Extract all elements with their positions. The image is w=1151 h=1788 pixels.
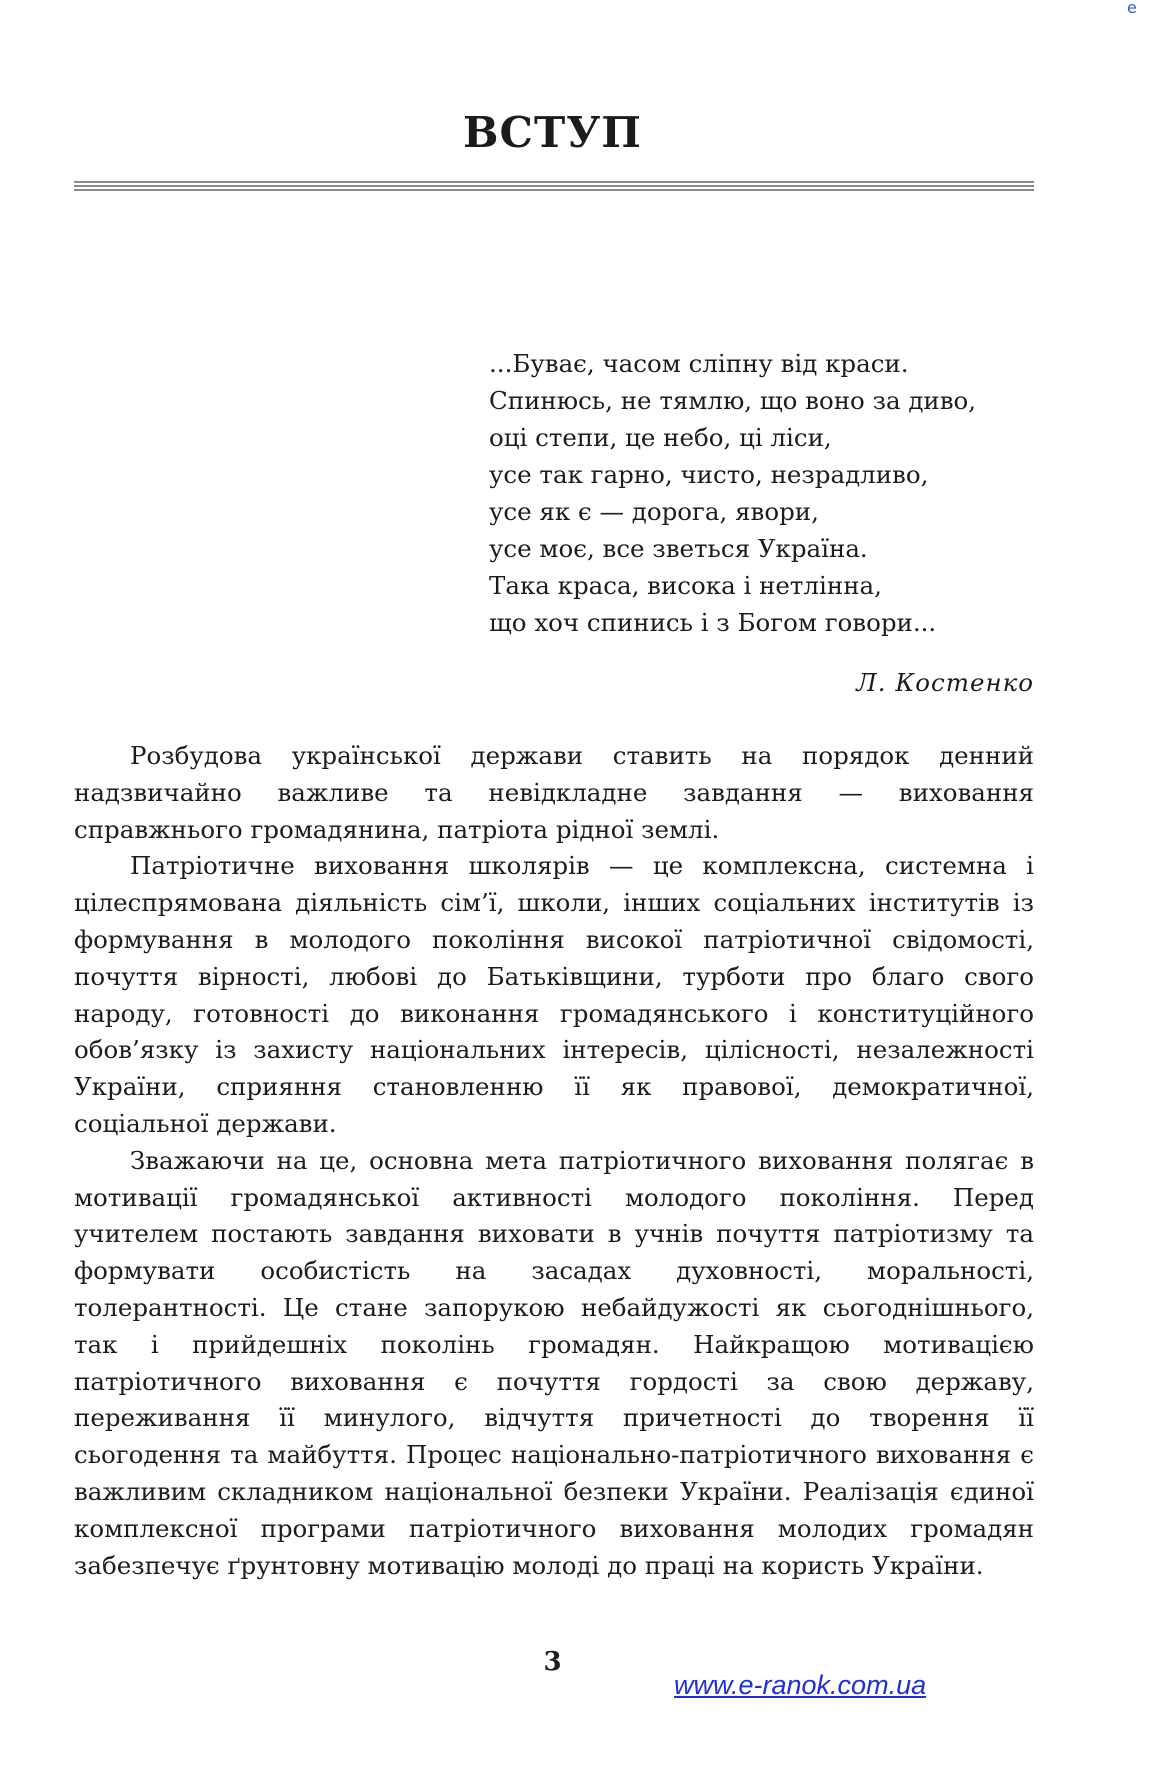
- paragraph: Розбудова української держави ставить на порядок денний надзвичайно важливе та невідкладне завдання — виховання справжнього громадянина, патріота рідної землі.: [74, 741, 1034, 844]
- page-title: ВСТУП: [463, 108, 642, 157]
- page-number: 3: [543, 1647, 562, 1677]
- epigraph-line: усе як є — дорога, явори,: [489, 497, 819, 526]
- paragraph: Патріотичне виховання школярів — це комплексна, системна і цілеспрямована діяльність сім’ї, школи, інших соціальних інститутів із формування в молодого покоління високої патріотичної свідомості, почуття вірності, любові до Батьківщини, турботи про благо свого народу, готовності до виконання громадянського і конституційного обов’язку із захисту національних інтересів, цілісності, незалежності України, сприяння становленню її як правової, демократичної, соціальної держави.: [74, 851, 1034, 1138]
- epigraph-line: що хоч спинись і з Богом говори...: [489, 608, 937, 637]
- epigraph-author: Л. Костенко: [856, 668, 1034, 697]
- epigraph-line: усе так гарно, чисто, незрадливо,: [489, 460, 929, 489]
- epigraph-line: усе моє, все зветься Україна.: [489, 534, 868, 563]
- paragraph: Зважаючи на це, основна мета патріотичного виховання полягає в мотивації громадянської активності молодого покоління. Перед учителем постають завдання виховати в учнів почуття патріотизму та формувати особистість на засадах духовності, моральності, толерантності. Це стане запорукою небайдужості як сьогоднішнього, так і прийдешніх поколінь громадян. Найкращою мотивацією патріотичного виховання є почуття гордості за свою державу, переживання її минулого, відчуття причетності до творення її сьогодення та майбуття. Процес національно-патріотичного виховання є важливим складником національної безпеки України. Реалізація єдиної комплексної програми патріотичного виховання молодих громадян забезпечує ґрунтовну мотивацію молоді до праці на користь України.: [74, 1145, 1034, 1580]
- body-text: [74, 738, 1034, 1584]
- epigraph: [489, 345, 1049, 641]
- epigraph-line: ...Буває, часом сліпну від краси.: [489, 349, 909, 378]
- epigraph-line: Така краса, висока і нетлінна,: [489, 571, 882, 600]
- title-divider: [74, 181, 1034, 193]
- corner-mark: е: [1127, 0, 1137, 17]
- epigraph-line: Спинюсь, не тямлю, що воно за диво,: [489, 386, 977, 415]
- footer-website-link[interactable]: www.e-ranok.com.ua: [674, 1670, 927, 1700]
- epigraph-line: оці степи, це небо, ці ліси,: [489, 423, 832, 452]
